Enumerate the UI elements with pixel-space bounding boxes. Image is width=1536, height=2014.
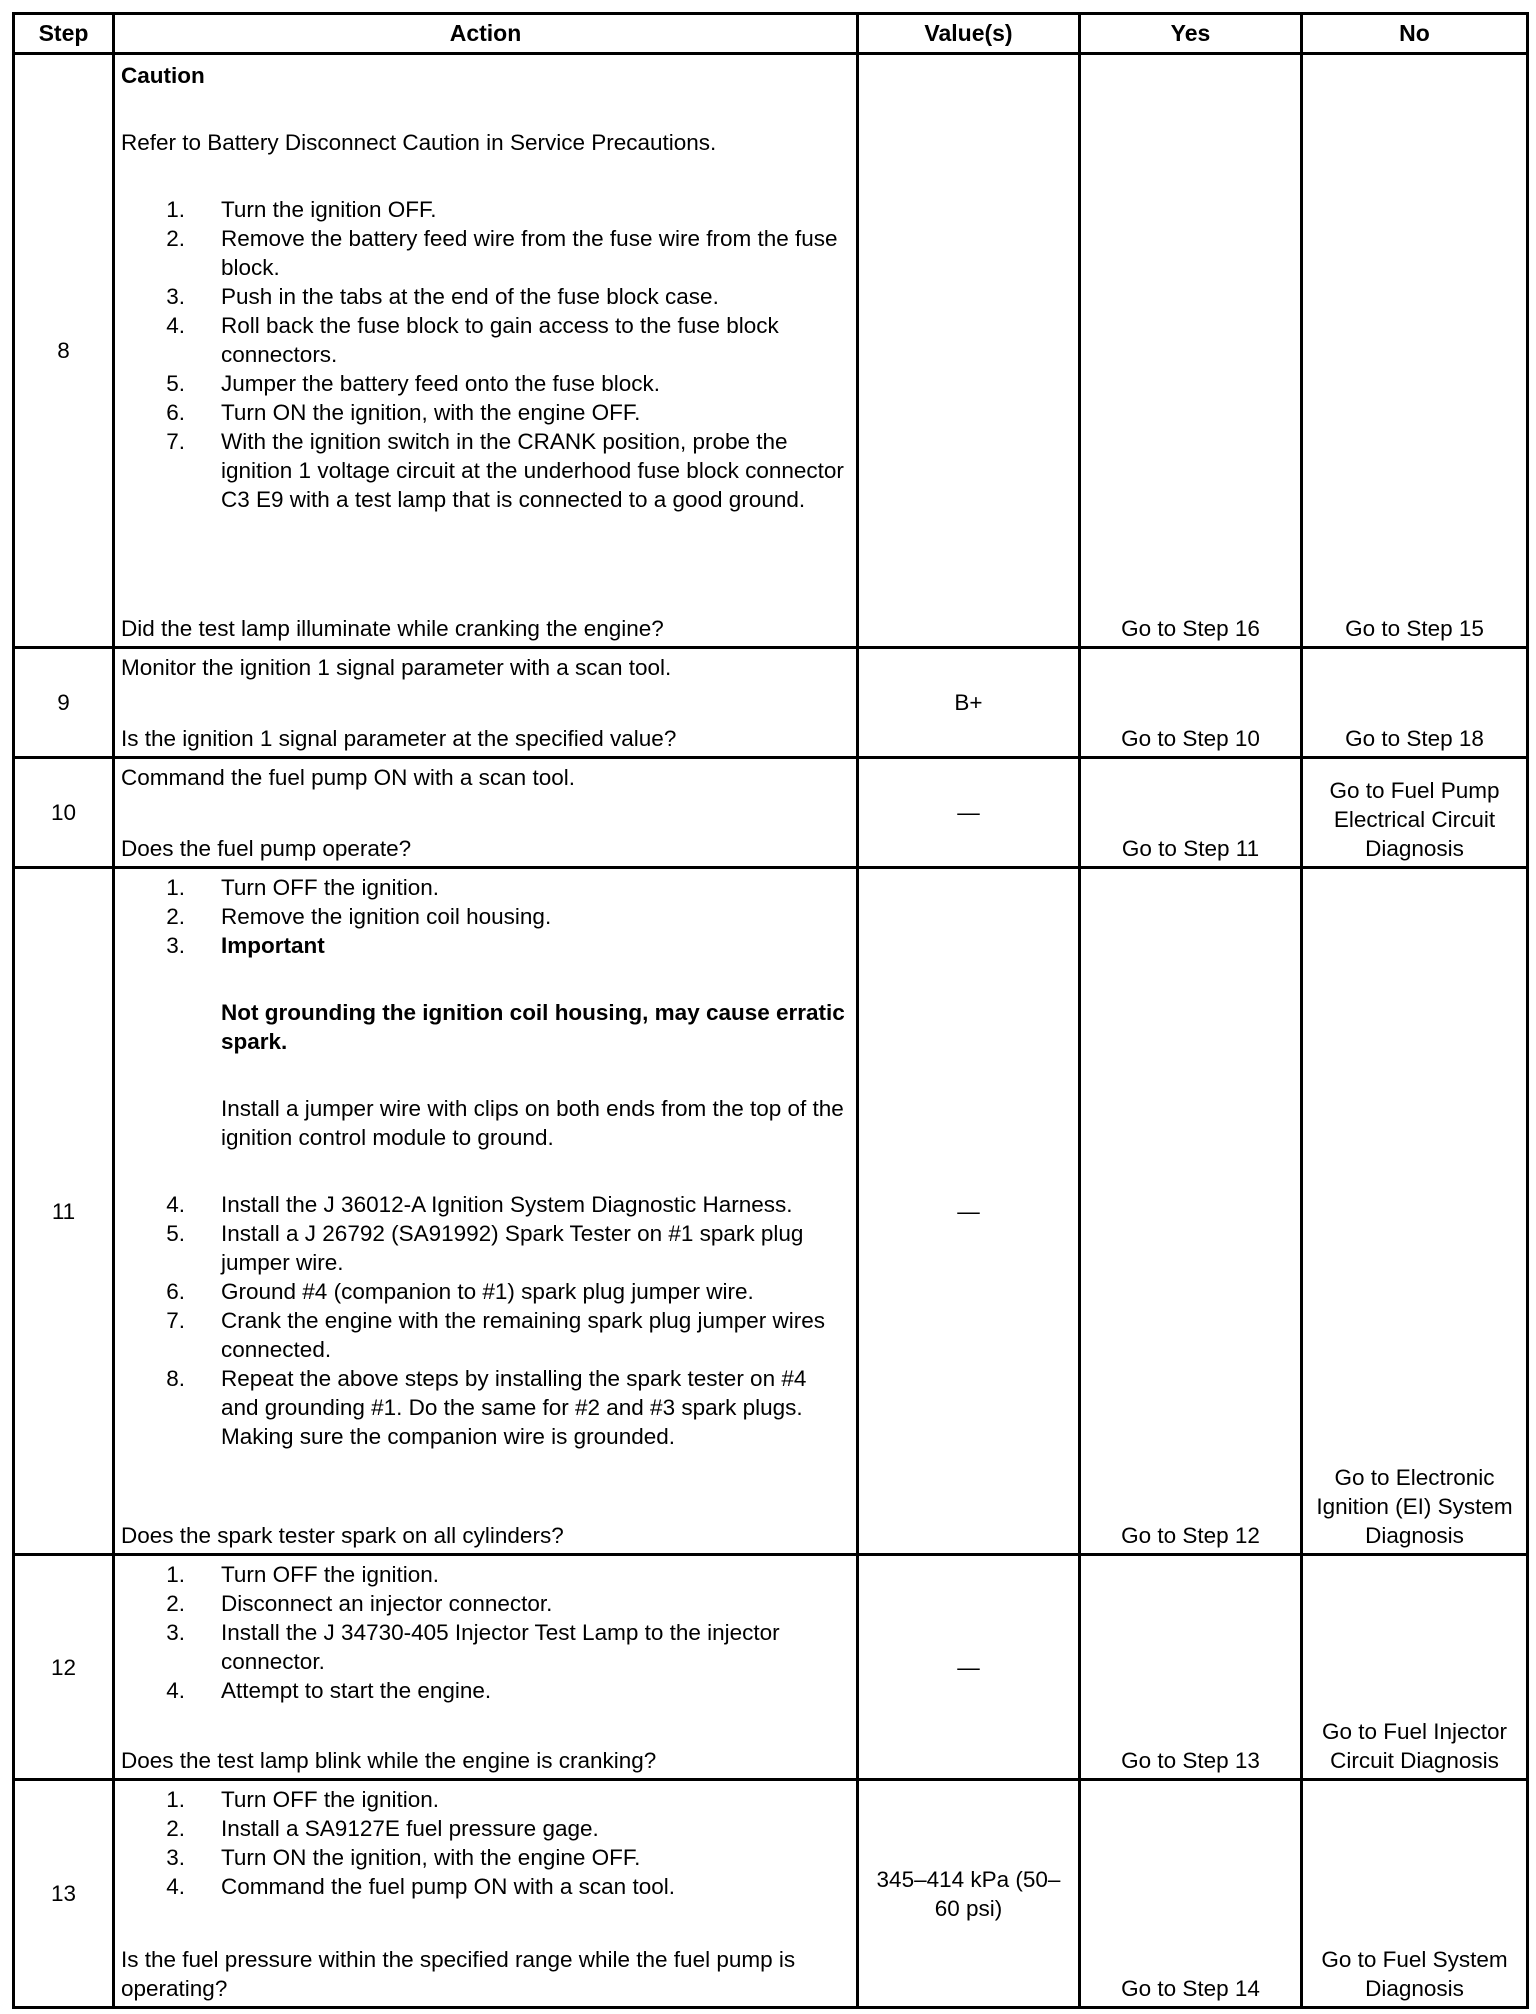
table-row-step-8 (14, 54, 1528, 648)
header-yes: Yes (1080, 14, 1302, 54)
header-action: Action (114, 14, 858, 54)
value-cell: — (858, 1555, 1080, 1780)
header-step: Step (14, 14, 114, 54)
list-item: 4. Install the J 36012-A Ignition System Diagnostic Harness. (166, 1192, 793, 1217)
list-item: 2. Disconnect an injector connector. (166, 1591, 553, 1616)
instruction-text: Monitor the ignition 1 signal parameter with a scan tool. (121, 655, 672, 680)
list-item: 3. Important Not grounding the ignition coil housing, may cause erratic spark. Install a jumper wire with clips on both ends from the top of the ignition control module to ground. (121, 931, 850, 1152)
question-text: Is the fuel pressure within the specified range while the fuel pump is operating? (121, 1947, 796, 2001)
question-text: Does the spark tester spark on all cylinders? (121, 1523, 564, 1548)
value-cell: B+ (858, 648, 1080, 758)
no-cell: Go to Fuel Injector Circuit Diagnosis (1302, 1555, 1528, 1780)
list-item: 2. Install a SA9127E fuel pressure gage. (166, 1816, 599, 1841)
caution-text: Refer to Battery Disconnect Caution in Service Precautions. (121, 130, 717, 155)
yes-cell: Go to Step 14 (1080, 1780, 1302, 2008)
yes-cell: Go to Step 12 (1080, 868, 1302, 1555)
list-item: 7. Crank the engine with the remaining spark plug jumper wires connected. (166, 1308, 826, 1362)
no-cell: Go to Fuel System Diagnosis (1302, 1780, 1528, 2008)
important-text: Not grounding the ignition coil housing, may cause erratic spark. (221, 1000, 845, 1054)
action-cell (114, 758, 858, 868)
procedure-list (121, 195, 850, 514)
action-cell (114, 1780, 858, 2008)
table-row-step-10 (14, 758, 1528, 868)
step-number: 8 (14, 54, 114, 648)
procedure-list (121, 873, 850, 1152)
important-label: Important (221, 933, 325, 958)
list-item: 4. Command the fuel pump ON with a scan tool. (166, 1874, 675, 1899)
list-item: 7. With the ignition switch in the CRANK position, probe the ignition 1 voltage circuit at the underhood fuse block connector C3 E9 with a test lamp that is connected to a good ground. (166, 429, 844, 512)
list-item: 1. Turn OFF the ignition. (166, 1787, 440, 1812)
list-item: 1. Turn OFF the ignition. (166, 1562, 440, 1587)
value-cell: 345–414 kPa (50–60 psi) (858, 1780, 1080, 2008)
yes-cell: Go to Step 13 (1080, 1555, 1302, 1780)
list-item: 5. Jumper the battery feed onto the fuse block. (166, 371, 661, 396)
question-text: Did the test lamp illuminate while cranking the engine? (121, 616, 664, 641)
value-cell: — (858, 868, 1080, 1555)
table-row-step-13 (14, 1780, 1528, 2008)
list-item: 4. Attempt to start the engine. (166, 1678, 492, 1703)
procedure-list (121, 1785, 850, 1901)
list-item: 3. Push in the tabs at the end of the fuse block case. (166, 284, 719, 309)
header-values: Value(s) (858, 14, 1080, 54)
list-item: 2. Remove the battery feed wire from the fuse wire from the fuse block. (166, 226, 838, 280)
table-row-step-9 (14, 648, 1528, 758)
header-no: No (1302, 14, 1528, 54)
no-cell: Go to Step 15 (1302, 54, 1528, 648)
list-item: 4. Roll back the fuse block to gain access to the fuse block connectors. (166, 313, 779, 367)
list-item: 6. Ground #4 (companion to #1) spark plug jumper wire. (166, 1279, 754, 1304)
list-item: 3. Install the J 34730-405 Injector Test Lamp to the injector connector. (166, 1620, 780, 1674)
value-cell (858, 54, 1080, 648)
table-row-step-11 (14, 868, 1528, 1555)
list-item: 6. Turn ON the ignition, with the engine OFF. (166, 400, 641, 425)
procedure-list (121, 1560, 850, 1705)
list-item: 5. Install a J 26792 (SA91992) Spark Tester on #1 spark plug jumper wire. (166, 1221, 804, 1275)
question-text: Does the fuel pump operate? (121, 836, 412, 861)
table-row-step-12 (14, 1555, 1528, 1780)
no-cell: Go to Step 18 (1302, 648, 1528, 758)
yes-cell: Go to Step 16 (1080, 54, 1302, 648)
instruction-text: Command the fuel pump ON with a scan tool. (121, 765, 575, 790)
no-cell: Go to Electronic Ignition (EI) System Diagnosis (1302, 868, 1528, 1555)
step-number: 9 (14, 648, 114, 758)
table-header-row (14, 14, 1528, 54)
step-number: 10 (14, 758, 114, 868)
list-item: 1. Turn the ignition OFF. (166, 197, 437, 222)
list-item: 1. Turn OFF the ignition. (166, 875, 440, 900)
question-text: Does the test lamp blink while the engine is cranking? (121, 1748, 657, 1773)
diagnostic-table-container (12, 12, 1526, 2009)
action-cell (114, 648, 858, 758)
list-item: 3. Turn ON the ignition, with the engine OFF. (166, 1845, 641, 1870)
yes-cell: Go to Step 10 (1080, 648, 1302, 758)
list-item: 8. Repeat the above steps by installing the spark tester on #4 and grounding #1. Do the same for #2 and #3 spark plugs. Making sure the companion wire is grounded. (166, 1366, 807, 1449)
action-cell (114, 868, 858, 1555)
step-number: 12 (14, 1555, 114, 1780)
value-cell: — (858, 758, 1080, 868)
procedure-list (121, 1190, 850, 1451)
no-cell: Go to Fuel Pump Electrical Circuit Diagnosis (1302, 758, 1528, 868)
step-number: 13 (14, 1780, 114, 2008)
caution-label: Caution (121, 63, 205, 88)
list-item: 2. Remove the ignition coil housing. (166, 904, 552, 929)
step-number: 11 (14, 868, 114, 1555)
question-text: Is the ignition 1 signal parameter at the specified value? (121, 726, 677, 751)
diagnostic-table (12, 12, 1529, 2009)
yes-cell: Go to Step 11 (1080, 758, 1302, 868)
item-3-text: Install a jumper wire with clips on both ends from the top of the ignition control module to ground. (221, 1096, 844, 1150)
action-cell (114, 1555, 858, 1780)
action-cell (114, 54, 858, 648)
